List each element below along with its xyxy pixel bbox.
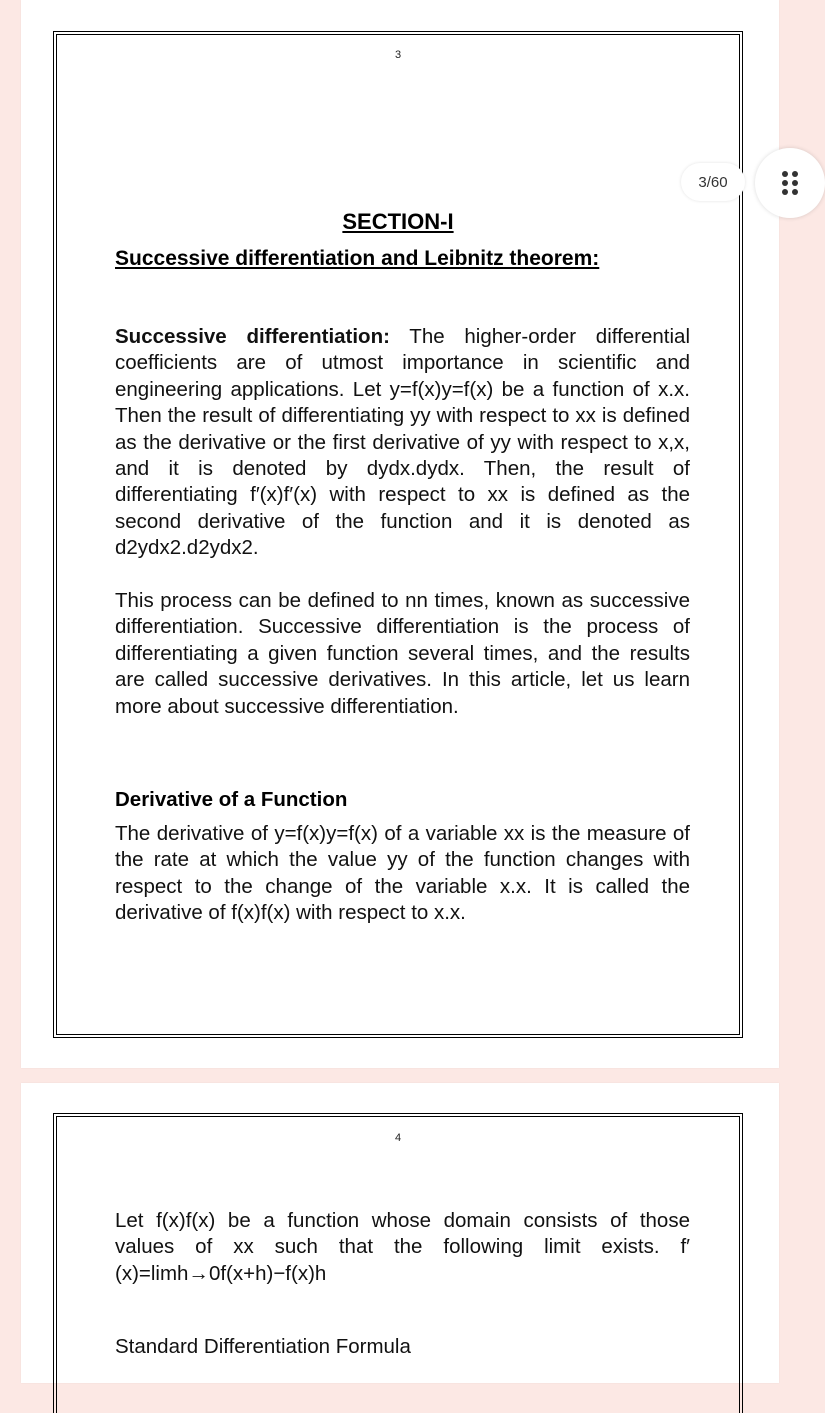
- page-counter-badge: 3/60: [681, 163, 745, 201]
- pdf-page-3: [21, 0, 779, 1068]
- section-title: SECTION-I: [342, 209, 454, 234]
- page-border: [53, 31, 743, 1038]
- grid-dots-icon: [781, 170, 799, 196]
- paragraph-lead: Successive differentiation:: [115, 325, 390, 348]
- paragraph-standard-formula-heading: Standard Differentiation Formula: [115, 1335, 411, 1358]
- derivative-heading: Derivative of a Function: [115, 788, 348, 811]
- paragraph-limit-definition: Let f(x)f(x) be a function whose domain consists of those values of xx such that the following limit exists. f′(x)=limh→0f(x+h)−f(x)h: [115, 1209, 690, 1285]
- paragraph-body: The higher-order differential coefficients are of utmost importance in scientific and engineering applications. Let y=f(x)y=f(x) be a function of x.x. Then the result of differentiating yy with respect to xx is defined as the derivative or the first derivative of yy with respect to x,x, and it is denoted by dydx.dydx. Then, the result of differentiating f′(x)f′(x) with respect to xx is defined as the second derivative of the function and it is denoted as d2ydx2.d2ydx2.: [115, 325, 690, 560]
- paragraph-derivative: The derivative of y=f(x)y=f(x) of a variable xx is the measure of the rate at which the value yy of the function changes with respect to the change of the variable x.x. It is called the derivative of f(x)f(x) with respect to x.x.: [115, 822, 690, 925]
- menu-button[interactable]: [755, 148, 825, 218]
- paragraph-process: This process can be defined to nn times, known as successive differentiation. Successive differentiation is the process of differentiating a given function several times, and the results are called successive derivatives. In this article, let us learn more about successive differentiation.: [115, 589, 690, 718]
- page-number: 3: [394, 49, 402, 61]
- page-border: [53, 1113, 743, 1413]
- pdf-page-4: [21, 1083, 779, 1383]
- paragraph-successive-differentiation: [115, 324, 690, 562]
- page-number: 4: [394, 1132, 402, 1144]
- section-subtitle: Successive differentiation and Leibnitz theorem:: [115, 247, 600, 270]
